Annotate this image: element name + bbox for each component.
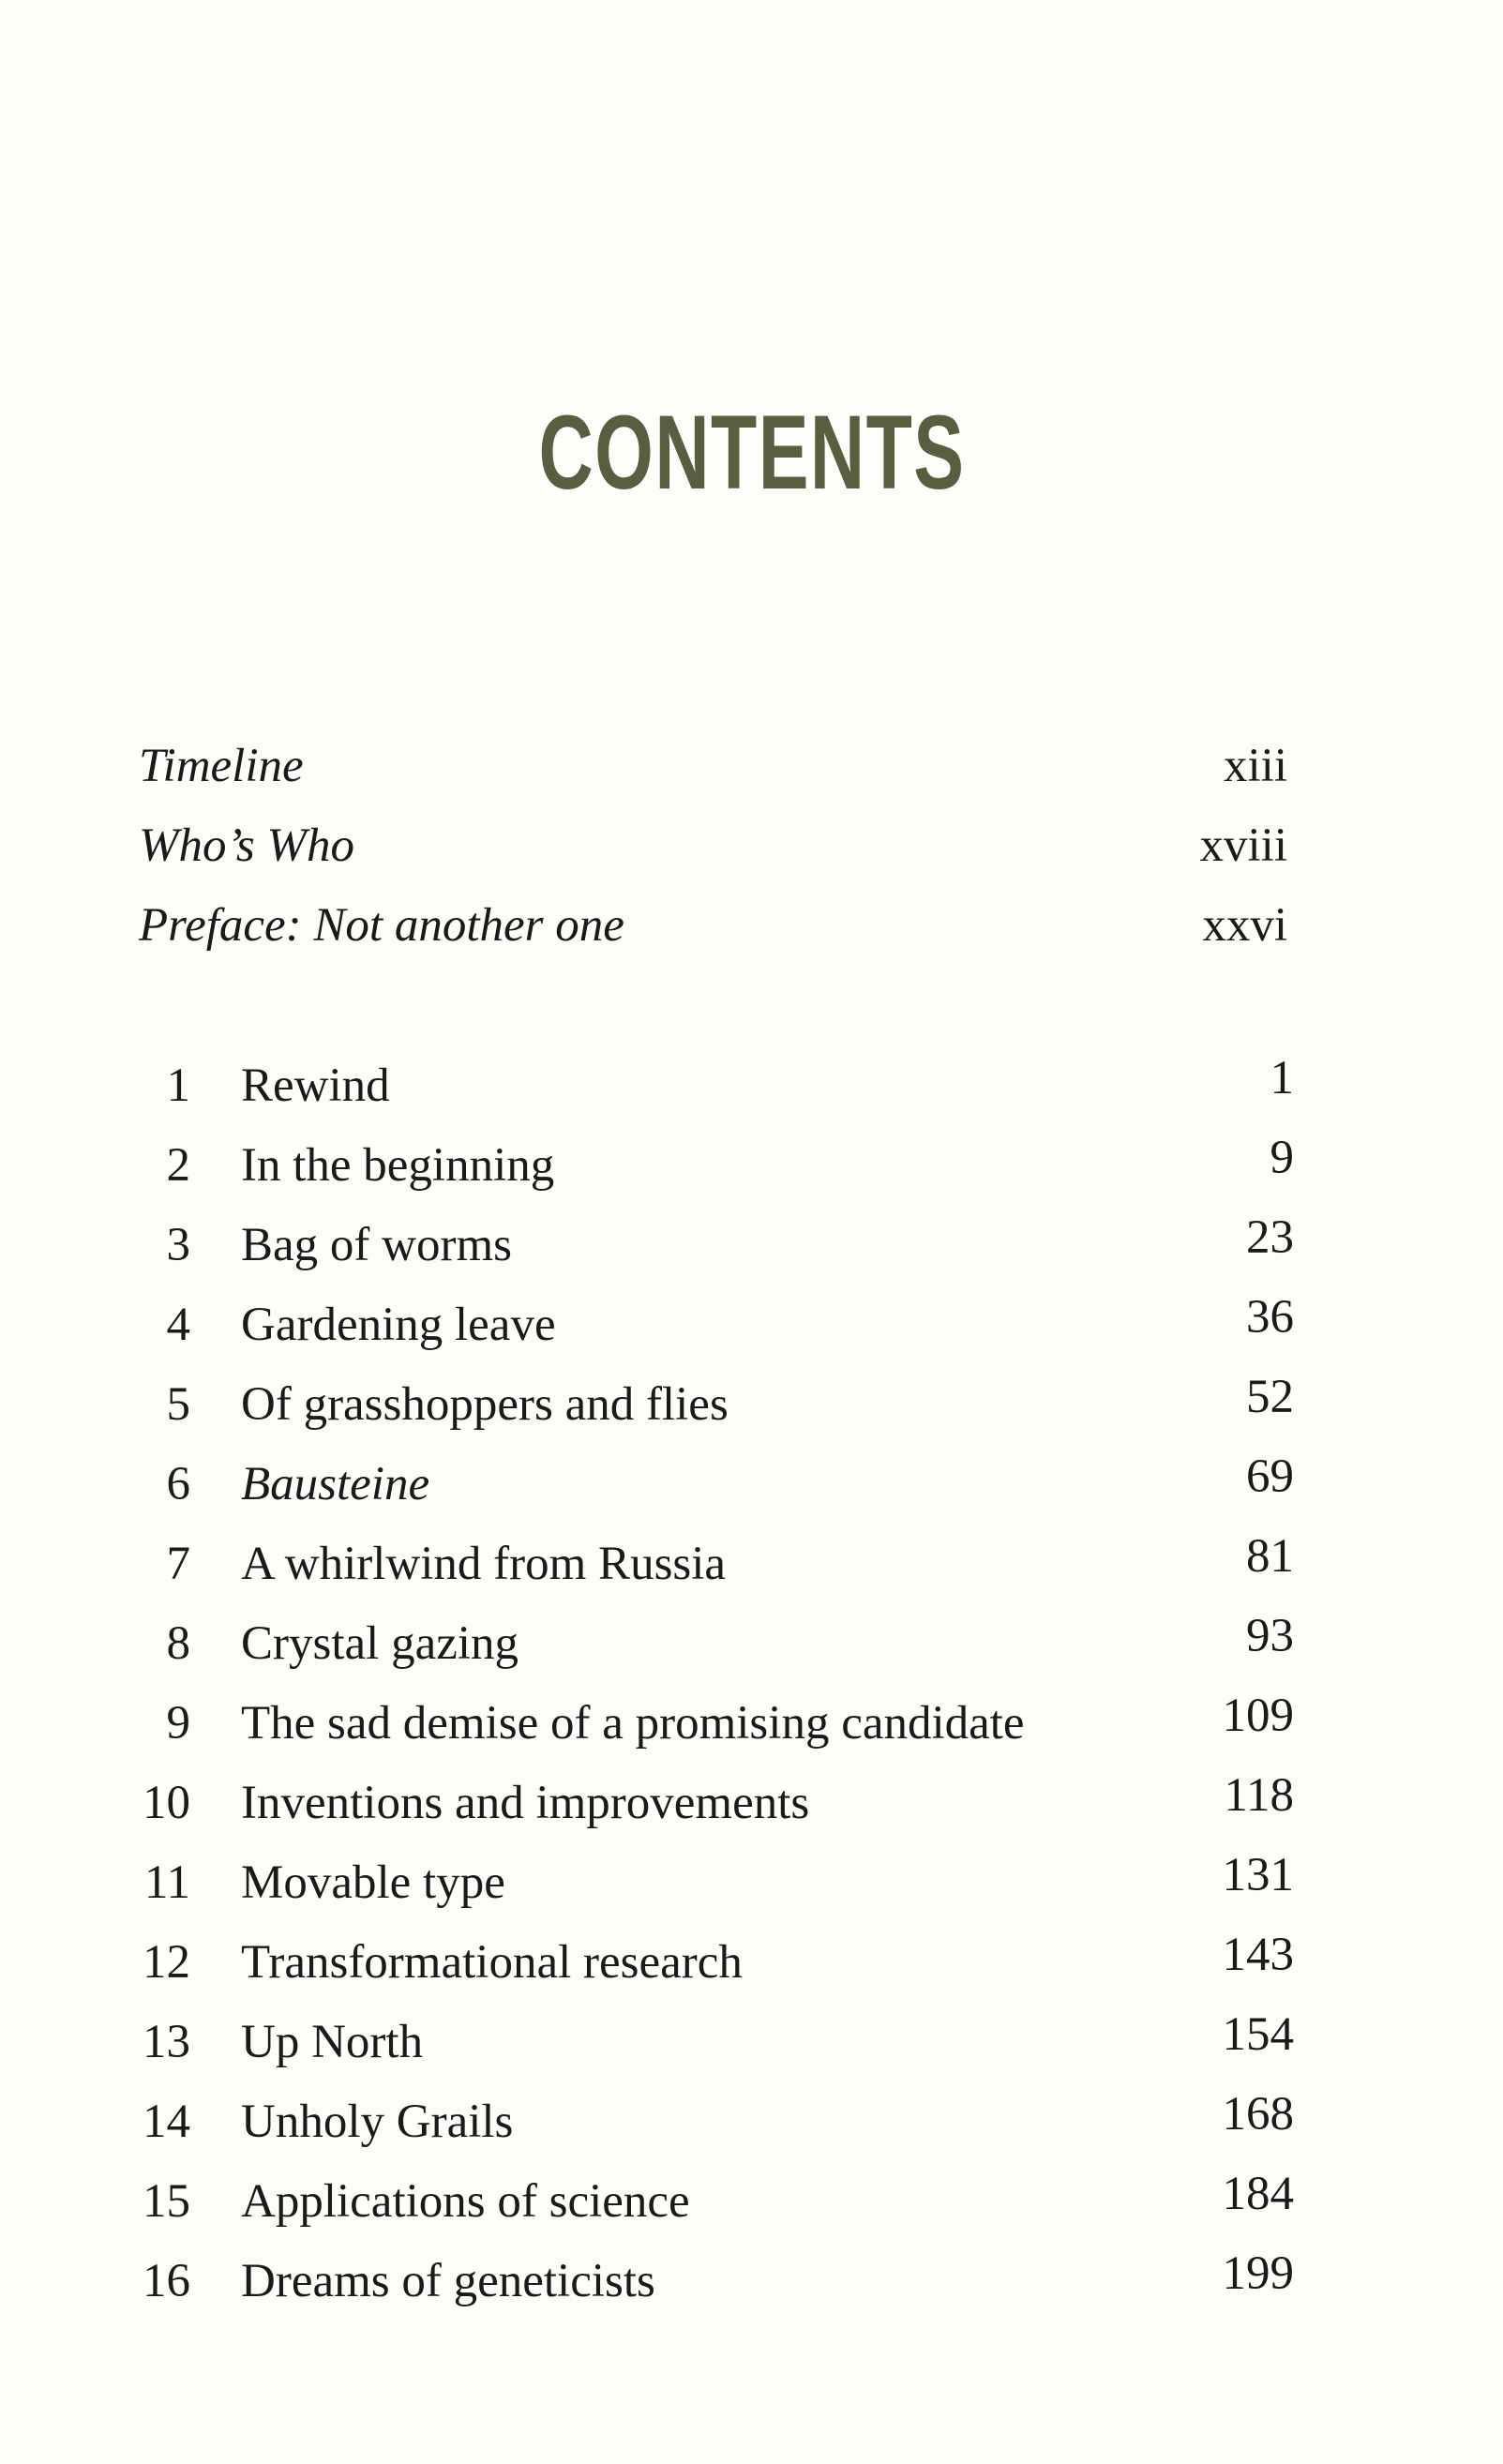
toc-chapter-entry[interactable] xyxy=(0,1206,1503,1285)
chapter-number: 1 xyxy=(166,1059,190,1112)
chapter-title: Movable type xyxy=(241,1856,505,1909)
chapter-title: Gardening leave xyxy=(241,1299,556,1351)
chapter-page: 143 xyxy=(1222,1929,1294,1981)
chapter-title: Of grasshoppers and flies xyxy=(241,1378,729,1431)
chapter-number: 16 xyxy=(143,2255,190,2307)
chapter-page: 109 xyxy=(1222,1690,1294,1742)
chapter-title: Dreams of geneticists xyxy=(241,2255,655,2307)
chapter-page: 199 xyxy=(1222,2247,1294,2300)
chapter-page: 131 xyxy=(1222,1849,1294,1901)
toc-chapter-entry[interactable] xyxy=(0,1445,1503,1525)
toc-front-entry[interactable] xyxy=(0,886,1503,966)
toc-chapter-entry[interactable] xyxy=(0,1126,1503,1206)
toc-front-entry[interactable] xyxy=(0,727,1503,806)
chapter-number: 4 xyxy=(166,1299,190,1351)
toc-chapter-entry[interactable] xyxy=(0,1843,1503,1923)
chapter-number: 7 xyxy=(166,1538,190,1590)
chapter-number: 6 xyxy=(166,1458,190,1510)
chapter-title: Bag of worms xyxy=(241,1219,512,1271)
chapter-page: 1 xyxy=(1270,1052,1294,1104)
chapter-number: 13 xyxy=(143,2016,190,2068)
toc-chapter-entry[interactable] xyxy=(0,1525,1503,1604)
chapter-page: 9 xyxy=(1270,1132,1294,1184)
chapter-title: Applications of science xyxy=(241,2175,690,2228)
entry-title: Timeline xyxy=(139,740,304,792)
page-title-text: CONTENTS xyxy=(537,394,966,511)
chapter-title: Unholy Grails xyxy=(241,2096,514,2148)
toc-chapter-entry[interactable] xyxy=(0,1764,1503,1843)
entry-page: xviii xyxy=(1199,819,1287,872)
chapter-title: Crystal gazing xyxy=(241,1617,519,1670)
chapter-number: 10 xyxy=(143,1777,190,1829)
chapter-number: 12 xyxy=(143,1936,190,1989)
toc-chapter-entry[interactable] xyxy=(0,1365,1503,1445)
entry-page: xiii xyxy=(1223,740,1287,792)
toc-chapter-entry[interactable] xyxy=(0,2162,1503,2242)
toc-chapter-entry[interactable] xyxy=(0,2242,1503,2321)
toc-chapter-entry[interactable] xyxy=(0,1684,1503,1764)
entry-page: xxvi xyxy=(1202,899,1287,952)
chapter-page: 118 xyxy=(1224,1769,1294,1822)
toc-chapter-entry[interactable] xyxy=(0,1604,1503,1684)
toc-chapter-entry[interactable] xyxy=(0,2003,1503,2082)
entry-title: Who’s Who xyxy=(139,819,354,872)
chapter-number: 14 xyxy=(143,2096,190,2148)
chapter-title: Rewind xyxy=(241,1059,390,1112)
chapter-page: 93 xyxy=(1246,1610,1294,1662)
toc-chapter-entry[interactable] xyxy=(0,1923,1503,2003)
chapter-title: Transformational research xyxy=(241,1936,743,1989)
chapter-number: 2 xyxy=(166,1139,190,1192)
chapter-page: 36 xyxy=(1246,1291,1294,1344)
chapter-page: 23 xyxy=(1246,1211,1294,1264)
toc-chapter-entry[interactable] xyxy=(0,1046,1503,1126)
page-title xyxy=(0,392,1503,513)
chapter-number: 9 xyxy=(166,1697,190,1750)
chapter-number: 3 xyxy=(166,1219,190,1271)
chapter-page: 168 xyxy=(1222,2088,1294,2141)
front-matter-list xyxy=(0,727,1503,966)
chapter-page: 69 xyxy=(1246,1450,1294,1503)
chapter-page: 154 xyxy=(1222,2008,1294,2061)
chapter-page: 52 xyxy=(1246,1371,1294,1423)
toc-chapter-entry[interactable] xyxy=(0,2082,1503,2162)
chapter-title: Bausteine xyxy=(241,1458,430,1510)
chapter-page: 184 xyxy=(1222,2168,1294,2220)
chapter-title: A whirlwind from Russia xyxy=(241,1538,727,1590)
toc-front-entry[interactable] xyxy=(0,806,1503,886)
chapter-title: Up North xyxy=(241,2016,424,2068)
chapter-number: 15 xyxy=(143,2175,190,2228)
chapter-number: 5 xyxy=(166,1378,190,1431)
chapter-page: 81 xyxy=(1246,1530,1294,1583)
chapter-number: 11 xyxy=(143,1856,190,1909)
entry-title: Preface: Not another one xyxy=(139,899,624,952)
chapter-title: In the beginning xyxy=(241,1139,555,1192)
chapter-title: Inventions and improvements xyxy=(241,1777,810,1829)
chapter-list xyxy=(0,1046,1503,2321)
chapter-title: The sad demise of a promising candidate xyxy=(241,1697,1025,1750)
chapter-number: 8 xyxy=(166,1617,190,1670)
toc-chapter-entry[interactable] xyxy=(0,1285,1503,1365)
